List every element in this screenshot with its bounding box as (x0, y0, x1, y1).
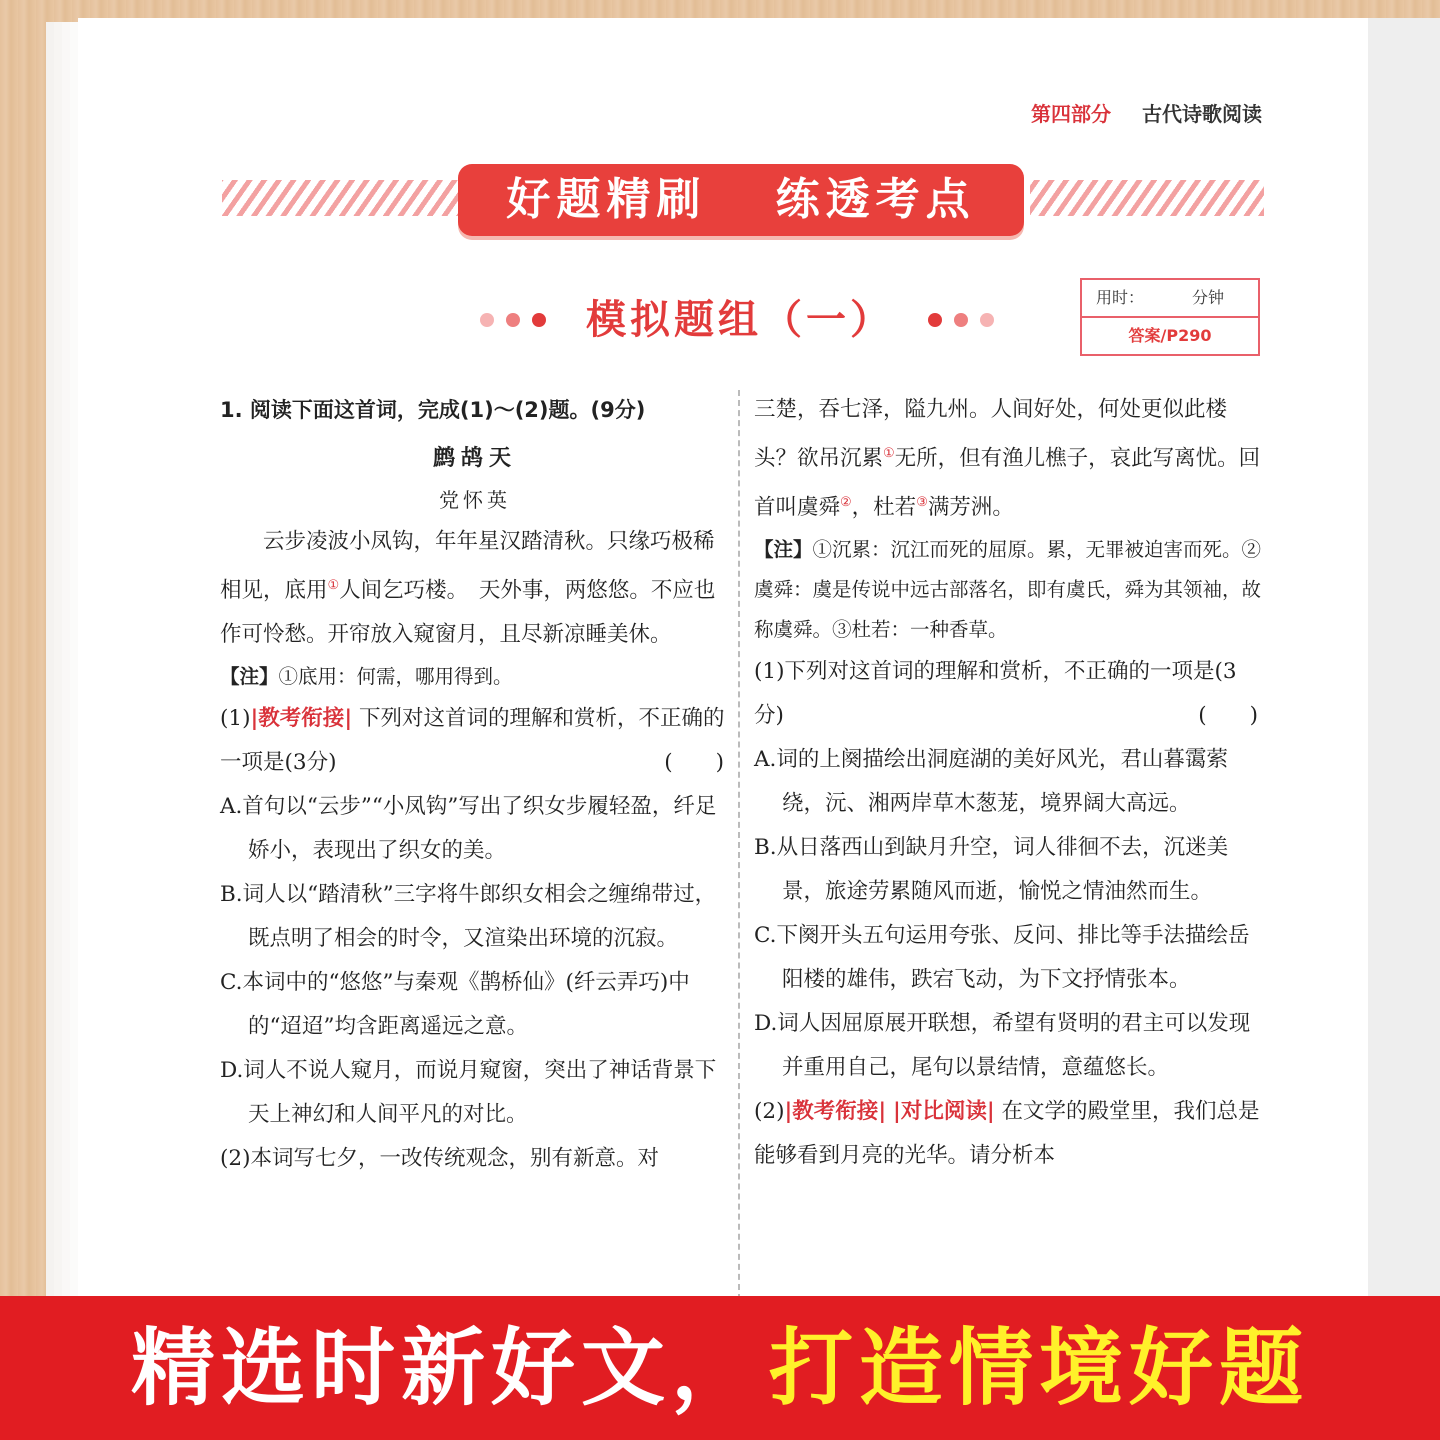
time-unit: 分钟 (1191, 288, 1224, 307)
poem-note (220, 657, 730, 697)
answer-ref: 答案/P290 (1128, 326, 1212, 345)
poem-text-b: 人间乞巧楼。 天外事，两悠悠。不应也作可怜愁。开帘放入窥窗月，且尽新凉睡美休。 (220, 578, 716, 648)
footnote-marker: ③ (916, 495, 928, 511)
poem-note (754, 530, 1264, 650)
note-label: 【注】 (754, 538, 813, 562)
sub-question-number: (1) (220, 706, 251, 732)
option-a: A.词的上阕描绘出洞庭湖的美好风光，君山暮霭萦绕，沅、湘两岸草木葱茏，境界阔大高远。 (754, 747, 1228, 817)
sub-question-1 (754, 650, 1264, 738)
footnote-marker: ① (883, 446, 895, 461)
sub-question-number: (2) (754, 1099, 785, 1125)
dot-decoration (980, 313, 994, 327)
option-c: C.本词中的“悠悠”与秦观《鹊桥仙》(纤云弄巧)中的“迢迢”均含距离遥远之意。 (220, 970, 690, 1040)
option-d: D.词人不说人窥月，而说月窥窗，突出了神话背景下天上神幻和人间平凡的对比。 (220, 1058, 717, 1128)
tag-label: 对比阅读 (900, 1099, 987, 1125)
poem-author: 党怀英 (439, 488, 511, 512)
poem-text-a: 云步凌波小凤钩，年年星汉踏清秋。只缘巧极稀相见，底用 (220, 529, 715, 604)
option-a: A.首句以“云步”“小凤钩”写出了织女步履轻盈，纤足娇小，表现出了织女的美。 (220, 794, 717, 864)
promo-text-white: 精选时新好文， (130, 1319, 761, 1417)
tag-label: 教考衔接 (258, 706, 345, 732)
dot-decoration (954, 313, 968, 327)
right-column (754, 388, 1264, 1178)
option-d: D.词人因屈原展开联想，希望有贤明的君主可以发现并重用自己，尾句以景结情，意蕴悠长。 (754, 1011, 1251, 1081)
option-b: B.词人以“踏清秋”三字将牛郎织女相会之缠绵带过，既点明了相会的时令，又渲染出环境的沉寂。 (220, 882, 717, 952)
note-text: ①沉累：沉江而死的屈原。累，无罪被迫害而死。②虞舜：虞是传说中远古部落名，即有虞氏，舜为其领袖，故称虞舜。③杜若：一种香草。 (754, 538, 1262, 642)
sub-question-2: (2)本词写七夕，一改传统观念，别有新意。对 (220, 1146, 659, 1172)
section-banner (458, 164, 1024, 236)
question-1-title: 1. 阅读下面这首词，完成(1)～(2)题。(9分) (220, 398, 646, 422)
poem-text-a: 三楚，吞七泽，隘九州。人间好处，何处更似此楼头？欲吊沉累 (754, 397, 1228, 472)
banner-stripe-left (222, 180, 462, 216)
poem-text-b: 无所，但有渔儿樵子，哀此写离忧。回首叫虞舜 (754, 446, 1261, 521)
note-label: 【注】 (220, 665, 279, 689)
time-label: 用时： (1096, 288, 1145, 307)
poem-continuation (754, 388, 1264, 530)
banner-left-text: 好题精刷 (506, 174, 707, 225)
poem-text-d: 满芳洲。 (927, 495, 1014, 521)
left-column (220, 388, 730, 1181)
sub-question-text: 在文学的殿堂里，我们总是能够看到月亮的光华。请分析本 (754, 1099, 1260, 1169)
option-c: C.下阕开头五句运用夸张、反问、排比等手法描绘岳阳楼的雄伟，跌宕飞动，为下文抒情张本。 (754, 923, 1250, 993)
banner-right-text: 练透考点 (775, 174, 976, 225)
footnote-marker: ② (840, 495, 852, 511)
dot-decoration (928, 313, 942, 327)
answer-parentheses: ( ) (1198, 703, 1258, 729)
poem-text-c: ，杜若 (851, 495, 917, 521)
page-shadow-strip (1368, 18, 1440, 1318)
promo-text-yellow: 打造情境好题 (769, 1319, 1310, 1417)
sub-question-2: (2)|教考衔接| |对比阅读| 在文学的殿堂里，我们总是能够看到月亮的光华。请分析本 (754, 1099, 1260, 1169)
option-b: B.从日落西山到缺月升空，词人徘徊不去，沉迷美景，旅途劳累随风而逝，愉悦之情油然而生。 (754, 835, 1229, 905)
header-topic: 古代诗歌阅读 (1142, 102, 1262, 126)
promo-band (0, 1296, 1440, 1440)
sub-question-text: (1)下列对这首词的理解和赏析，不正确的一项是(3分) (754, 659, 1237, 729)
header-part: 第四部分 (1031, 102, 1112, 126)
tag-label: 教考衔接 (792, 1099, 879, 1125)
time-answer-box (1080, 278, 1260, 356)
poem-body (220, 520, 730, 657)
sub-question-1: (1)|教考衔接| 下列对这首词的理解和赏析，不正确的一项是(3分) ( ) (220, 697, 730, 785)
time-row (1082, 280, 1258, 318)
answer-parentheses: ( ) (664, 750, 724, 776)
column-divider (738, 390, 740, 1300)
sub-question-text: 下列对这首词的理解和赏析，不正确的一项是(3分) (220, 706, 725, 776)
poem-title: 鹧鸪天 (432, 445, 517, 471)
footnote-marker: ① (327, 578, 340, 593)
banner-stripe-right (1030, 180, 1264, 216)
group-title: 模拟题组（一） (586, 297, 894, 343)
note-text: ①底用：何需，哪用得到。 (278, 665, 513, 689)
running-header (1031, 98, 1262, 127)
title-dots-right (922, 312, 1000, 331)
